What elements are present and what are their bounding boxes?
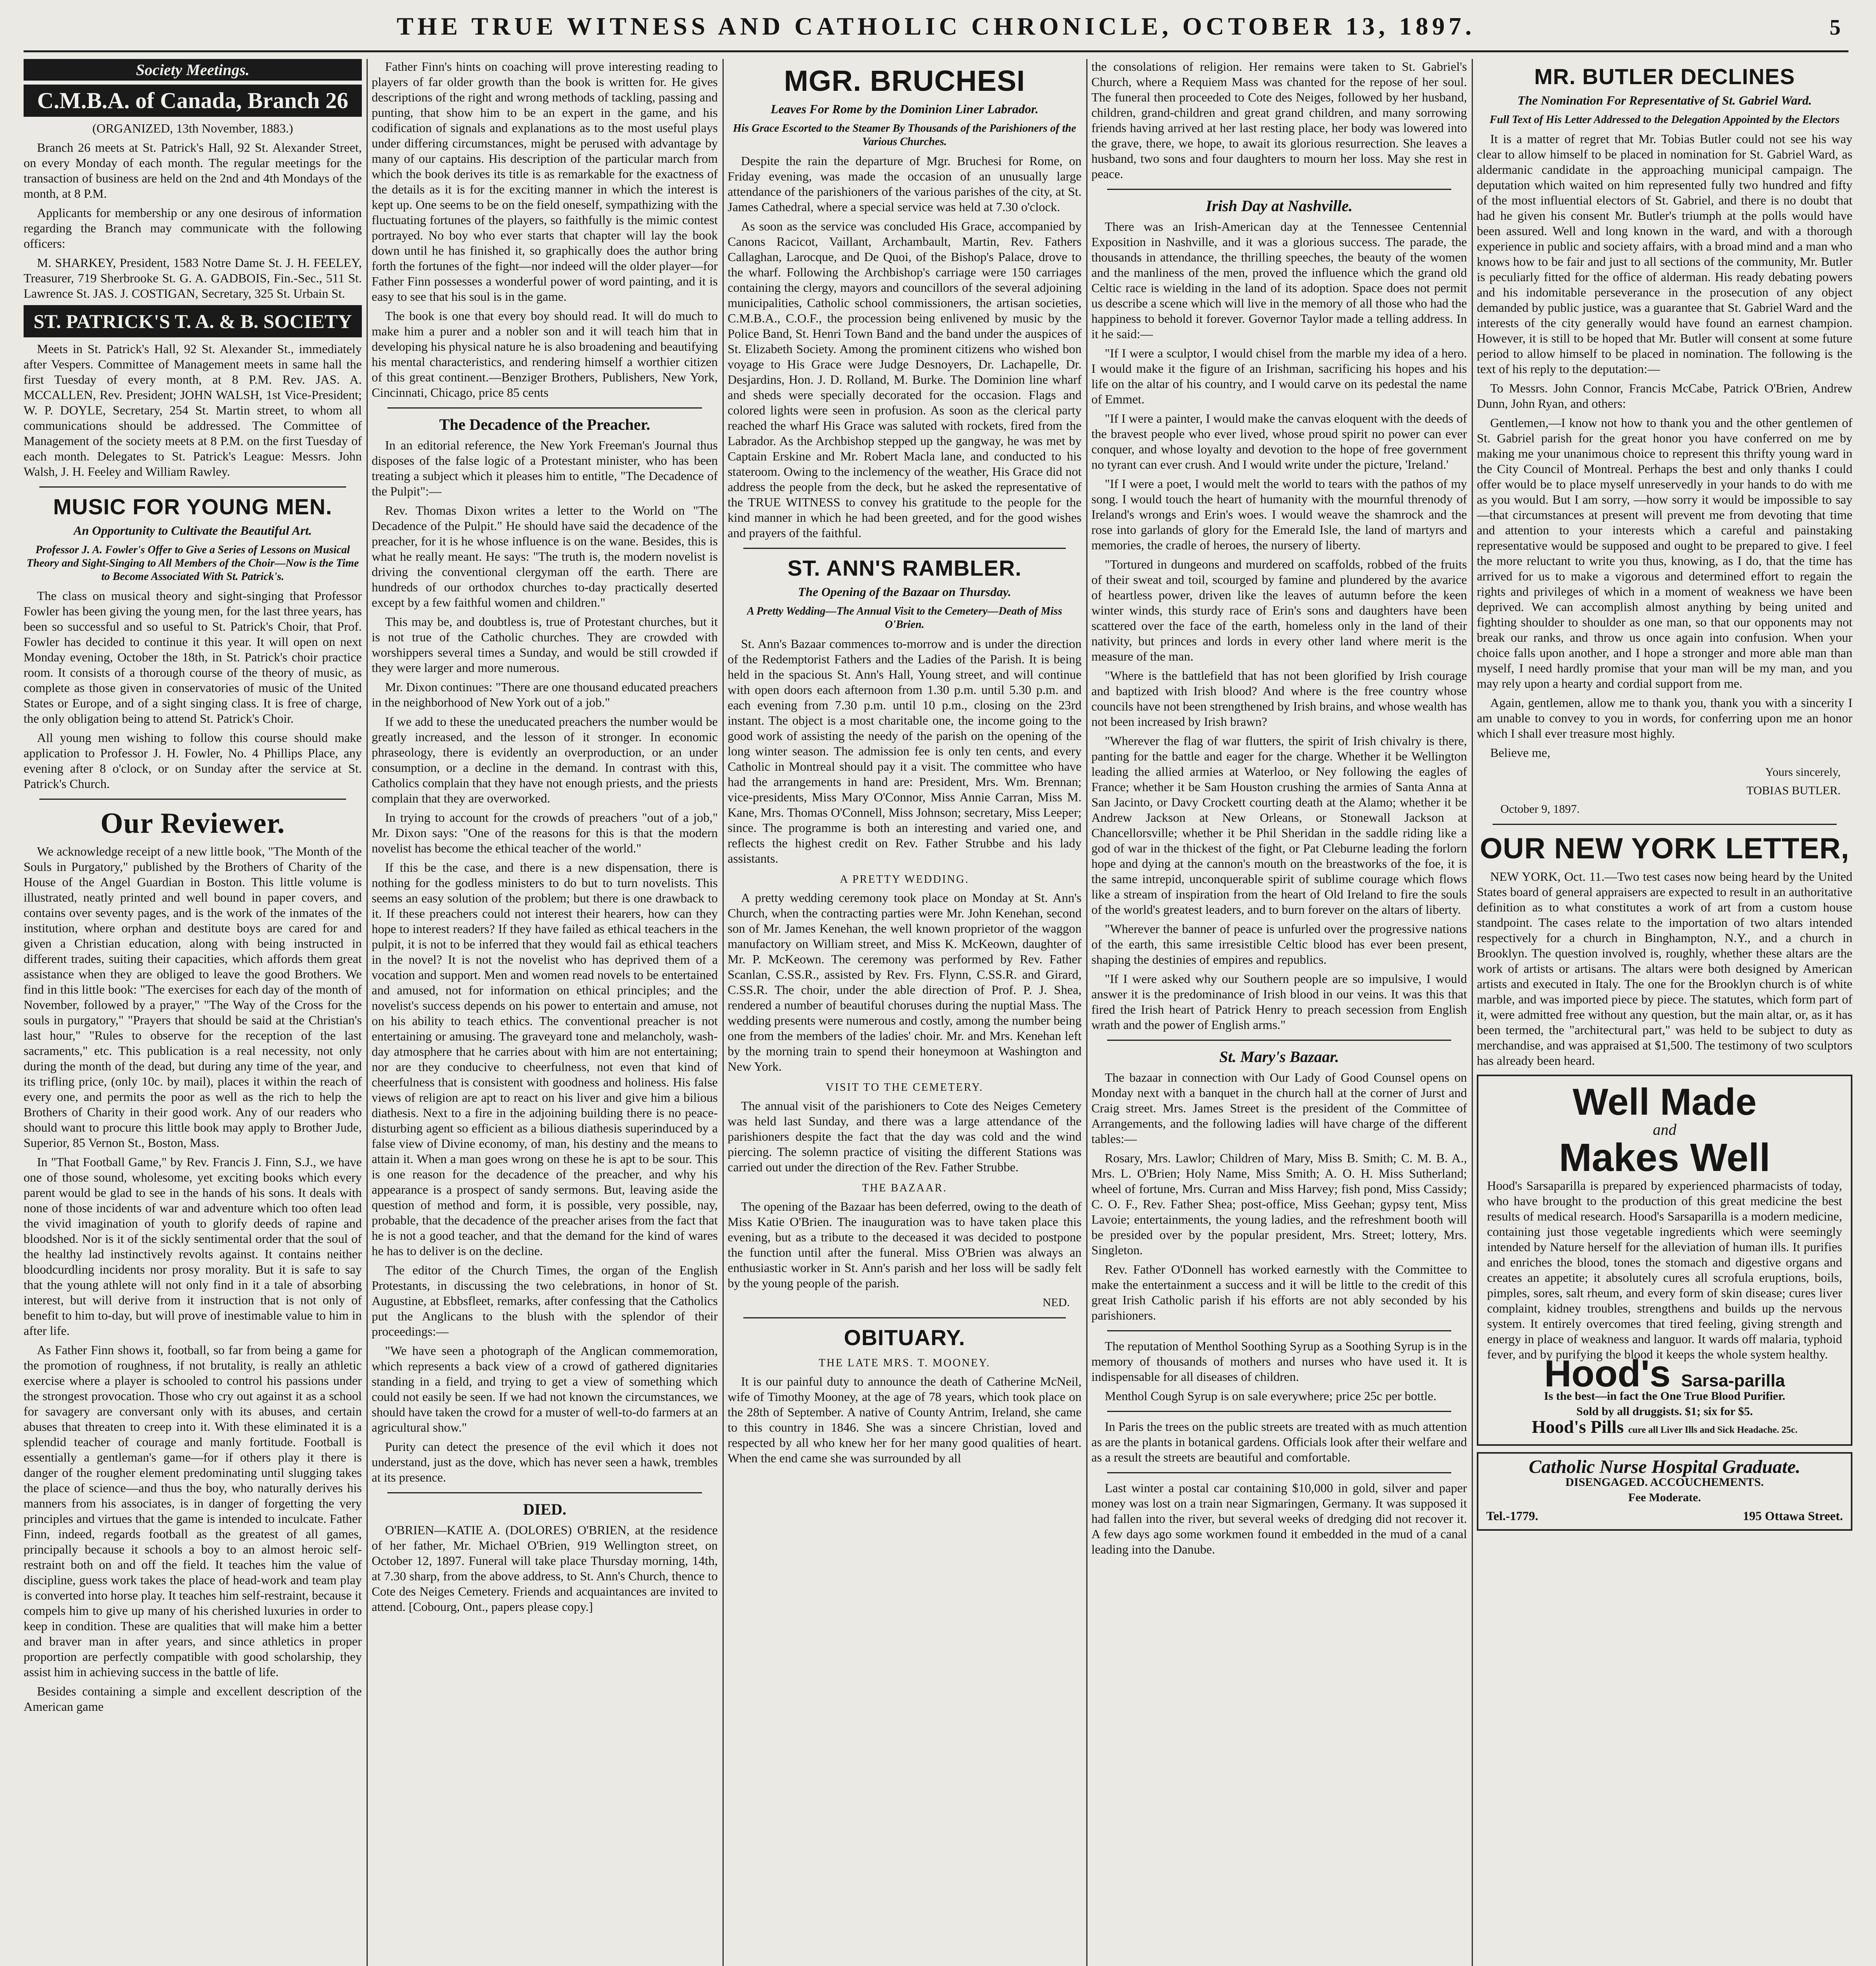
society-meetings-heading: Society Meetings. <box>136 61 250 79</box>
reviewer-paragraph: We acknowledge receipt of a new little book, "The Month of the Souls in Purgatory," published by the Brothers of Charity of the House of the Angel Guardian in Boston. This little volume is illustrated, neatly printed and well bound in paper covers, and contains over seventy pages, and is the work of the inmates of the institution, where orphan and destitute boys are cared for and given a Christian education, along with being instructed in different trades, suiting their capacities, which affords them great assistance when they are obliged to leave the good Brothers. We find in this little book: "The exercises for each day of the month of November, followed by a prayer," "The Way of the Cross for the souls in purgatory," "Prayers that should be said at the Christian's last hour," "Rules to observe for the reception of the last sacraments," etc. This publication is a real necessity, not only during the month of the dead, but during any time of the year, and its trifling price, (only 10c. by mail), places it within the reach of every one, and permits the poor as well as the rich to help the Brothers of Charity in their good work. Any of our readers who should want to procure this little book may apply to Brother Jude, Superior, 85 Vernon St., Boston, Mass. <box>24 844 362 1150</box>
st-patricks-paragraph: Meets in St. Patrick's Hall, 92 St. Alexander St., immediately after Vespers. Committee of Management meets in same hall the first Tuesday of every month, at 8 P.M. Rev. JAS. A. MCCALLEN, Rev. President; JOHN WALSH, 1st Vice-President; W. P. DOYLE, Secretary, 254 St. Martin street, to whom all communications should be addressed. The Committee of Management of the society meets at 8 P.M. on the first Tuesday of each month. Delegates to St. Patrick's League: Messrs. John Walsh, J. H. Feeley and William Rawley. <box>24 342 362 479</box>
ny-letter-headline: OUR NEW YORK LETTER, <box>1480 832 1850 865</box>
column-rule <box>1472 59 1473 1966</box>
nashville-paragraph: "If I were asked why our Southern people are so impulsive, I would answer it is the predominance of Irish blood in our veins. It was this that fired the Irish heart of Patrick Henry to preach secession from English wrath and the power of English arms." <box>1091 972 1467 1032</box>
decadence-paragraph: Mr. Dixon continues: "There are one thousand educated preachers in the neighborhood of New York out of a job." <box>372 680 718 709</box>
butler-paragraph: Again, gentlemen, allow me to thank you, thank you with a sincerity I am unable to convey to you in words, for conferring upon me an honor which I shall ever treasure most highly. <box>1477 696 1852 740</box>
divider <box>39 799 346 800</box>
cmba-heading: C.M.B.A. of Canada, Branch 26 <box>37 88 348 113</box>
obituary-headline: OBITUARY. <box>844 1325 966 1350</box>
nashville-paragraph: "If I were a painter, I would make the canvas eloquent with the deeds of the bravest people who ever lived, whose proud spirit no power can ever conquer, and whose loyalty and devotion to the hope of free government no tyrant can ever crush. And I would write under the picture, 'Ireland.' <box>1091 411 1467 471</box>
divider <box>39 486 346 488</box>
divider <box>387 407 702 409</box>
cmba-banner <box>24 85 362 117</box>
finn-paragraph: Father Finn's hints on coaching will prove interesting reading to players of far older growth than the book is written for. He gives descriptions of the right and wrong methods of tackling, passing and punting, that show him to be an expert in the game, and his codification of signals and explanations as to the most useful plays under differing circumstances, might be perused with advantage by many of our captains. His description of the particular march from which the book derives its title is as remarkable for the exactness of the details as it is for the exciting manner in which the interest is kept up. One seems to be on the field oneself, sympathizing with the fluctuating fortunes of the players, so faithfully is the mimic contest portrayed. No boy who ever starts that chapter will lay the book down until he has finished it, so graphically does the author bring forth the fortunes of the fight—nor indeed will the older player—for Father Finn possesses a wonderful power of word painting, and it is easy to see that his soul is in the game. <box>372 59 718 304</box>
decadence-paragraph: "We have seen a photograph of the Anglican commemoration, which represents a back view of a crowd of gathered dignitaries standing in a field, and trying to get a view of something which could not easily be seen. If we had not known the circumstances, we should have taken the crowd for a muster of well-to-do farmers at an agricultural show." <box>372 1344 718 1434</box>
divider <box>1107 1040 1451 1041</box>
column-rule <box>1086 59 1087 1966</box>
butler-deck: Full Text of His Letter Addressed to the Delegation Appointed by the Electors <box>1489 114 1840 126</box>
st-patricks-banner <box>24 305 362 337</box>
nashville-paragraph: There was an Irish-American day at the Tennessee Centennial Exposition in Nashville, and it was a glorious success. The parade, the thousands in attendance, the thrilling speeches, the beauty of the women and the manliness of the men, proved the influence which the grand old Celtic race is wielding in the land of its adoption. Space does not permit us describe a scene which will live in the memory of all those who had the happiness to behold it forever. Governor Taylor made a telling address. In it he said:— <box>1091 219 1467 341</box>
divider <box>1107 1472 1451 1473</box>
bruchesi-headline: MGR. BRUCHESI <box>784 64 1025 97</box>
decadence-headline: The Decadence of the Preacher. <box>439 416 651 433</box>
menthol-paragraph: Menthol Cough Syrup is on sale everywhere; price 25c per bottle. <box>1105 1389 1437 1403</box>
hoods-wordmark: Hood's <box>1544 1353 1671 1395</box>
masthead <box>24 7 1848 52</box>
st-marys-paragraph: Rev. Father O'Donnell has worked earnestly with the Committee to make the entertainment a success and it will be little to the credit of this great Irish Catholic parish if his efforts are not ably seconded by his parishioners. <box>1091 1262 1467 1322</box>
divider <box>1107 1411 1451 1412</box>
hoods-pills-label: Hood's Pills <box>1531 1417 1624 1437</box>
died-notice: O'BRIEN—KATIE A. (DOLORES) O'BRIEN, at the residence of her father, Mr. Michael O'Brien, 919 Wellington street, on October 12, 1897. Funeral will take place Thursday morning, 14th, at 7.30 sharp, from the above address, to St. Ann's Church, thence to Cote des Neiges Cemetery. Friends and acquaintances are invited to attend. [Cobourg, Ont., papers please copy.] <box>372 1523 718 1614</box>
decadence-paragraph: The editor of the Church Times, the organ of the English Protestants, in discussing the two celebrations, in honor of St. Augustine, at Ebbsfleet, remarks, after confessing that the Catholics put the Anglicans to the blush with the splendor of their proceedings:— <box>372 1263 718 1338</box>
cemetery-paragraph: The annual visit of the parishioners to Cote des Neiges Cemetery was held last Sunday, and there was a large attendance of the parishioners despite the fact that the day was cold and the wind piercing. The solemn practice of visiting the different Stations was carried out under the direction of the Rev. Father Strubbe. <box>728 1099 1082 1174</box>
hoods-pills-note: cure all Liver Ills and Sick Headache. 25c. <box>1628 1425 1798 1435</box>
st-marys-headline: St. Mary's Bazaar. <box>1219 1048 1339 1066</box>
cmba-paragraph: Applicants for membership or any one desirous of information regarding the Branch may communicate with the following officers: <box>24 206 362 250</box>
butler-date: October 9, 1897. <box>1500 803 1580 815</box>
cmba-paragraph: Branch 26 meets at St. Patrick's Hall, 92 St. Alexander Street, on every Monday of each month. The regular meetings for the transaction of business are held on the 2nd and 4th Mondays of the month, at 8 P.M. <box>24 140 362 201</box>
butler-headline: MR. BUTLER DECLINES <box>1534 64 1795 89</box>
column-5 <box>1477 59 1852 1966</box>
finn-paragraph: The book is one that every boy should read. It will do much to make him a purer and a nobler son and it will teach him that in developing his physical nature he is also broadening and beautifying his mental characteristics, and rendering himself a worthier citizen of this great continent.—Benziger Brothers, Publishers, New York, Cincinnati, Chicago, price 85 cents <box>372 309 718 399</box>
column-2 <box>372 59 718 1966</box>
divider <box>387 1492 702 1493</box>
reviewer-paragraph: In "That Football Game," by Rev. Francis J. Finn, S.J., we have one of those sound, wholesome, yet exciting books which every parent would be glad to see in the hands of his sons. It deals with none of those incidents of war and adventure which too often lead the vivid imagination of youth to glorify deeds of rapine and bloodshed. Nor is it of the sickly sentimental order that the soul of the healthy lad instinctively revolts against. It contains neither bloodcurdling incidents nor prosy morality. But it is safe to say that the young athlete will not only find in it a tale of absorbing interest, but will derive from it instruction that is not only of benefit to him to-day, but will prove of inestimable value to him in after life. <box>24 1155 362 1338</box>
hoods-advertisement <box>1477 1075 1852 1446</box>
obituary-continued: the consolations of religion. Her remains were taken to St. Gabriel's Church, where a Requiem Mass was chanted for the repose of her soul. The funeral then proceeded to Cote des Neiges, followed by her husband, children, grand-children and great grand children, and many sorrowing friends having arrived at her last resting place, her body was lowered into the grave, there, we hope, to await its glorious resurrection. She leaves a husband, two sons and four daughters to mourn her loss. May she rest in peace. <box>1091 59 1467 181</box>
bruchesi-subhead: Leaves For Rome by the Dominion Liner Labrador. <box>770 102 1039 116</box>
bazaar-subheading: THE BAZAAR. <box>862 1182 947 1194</box>
music-deck: Professor J. A. Fowler's Offer to Give a Series of Lessons on Musical Theory and Sight-Singing to All Members of the Choir—Now is the Time to Become Associated With St. Patrick's. <box>26 544 359 583</box>
butler-paragraph: It is a matter of regret that Mr. Tobias Butler could not see his way clear to allow himself to be placed in nomination for St. Gabriel Ward, as aldermanic candidate in the approaching municipal campaign. The deputation which waited on him represented fully two hundred and fifty of the most influential electors of St. Gabriel, and there is no doubt that had he given his consent Mr. Butler's triumph at the polls would have been assured. Well and long known in the ward, and with a thorough experience in public and society affairs, with a broad mind and a man who knows how to be fair and just to all sections of the community, Mr. Butler is peculiarly fitted for the office of alderman. His ready debating powers and his indomitable perseverance in the prosecution of any object demanded by public justice, was a guarantee that St. Gabriel Ward and the interests of the city generally would have found an earnest champion. However, it is still to be hoped that Mr. Butler will consent at some future period to allow himself to be placed in nomination. The following is the text of his reply to the deputation:— <box>1477 132 1852 376</box>
butler-signature: TOBIAS BUTLER. <box>1746 784 1841 797</box>
ad-body: Hood's Sarsaparilla is prepared by experienced pharmacists of today, who have brought to the production of this great medicine the best results of medical research. Hood's Sarsaparilla is a modern medicine, containing just those vegetable ingredients which were seemingly intended by Nature herself for the alleviation of human ills. It purifies and enriches the blood, tones the stomach and digestive organs and creates an appetite; it absolutely cures all scrofula eruptions, boils, pimples, sores, salt rheum, and every form of skin disease; cures liver complaint, kidney troubles, strengthens and builds up the nervous system. It entirely overcomes that tired feeling, giving strength and energy in place of weakness and languor. It wards off malaria, typhoid fever, and by purifying the blood it keeps the whole system healthy. <box>1487 1178 1842 1361</box>
nurse-advertisement <box>1477 1452 1852 1531</box>
butler-paragraph: To Messrs. John Connor, Francis McCabe, Patrick O'Brien, Andrew Dunn, John Ryan, and others: <box>1477 381 1852 411</box>
divider <box>743 1317 1066 1318</box>
cmba-officers: M. SHARKEY, President, 1583 Notre Dame St. J. H. FEELEY, Treasurer, 719 Sherbrooke St. G. A. GADBOIS, Fin.-Sec., 511 St. Lawrence St. JAS. J. COSTIGAN, Secretary, 325 St. Urbain St. <box>24 256 362 300</box>
decadence-paragraph: In an editorial reference, the New York Freeman's Journal thus disposes of the false logic of a Protestant minister, who has been treating a subject which it pleases him to entitle, "The Decadence of the Pulpit":— <box>372 438 718 498</box>
decadence-paragraph: If this be the case, and there is a new dispensation, there is nothing for the godless ministers to do but to turn novelists. This seems an easy solution of the problem; but there is one drawback to it. If these preachers could not interest their hearers, how can they hope to interest readers? If they have failed as ethical teachers in the pulpit, it is not to be inferred that they would fail as ethical teachers in the novel? It is not the novelist who has deprived them of a vocation and support. Men and women read novels to be entertained and amused, not for information on ethical principles; and the novelist's success depends on his power to entertain and amuse, not on his ability to teach ethics. The conventional preacher is not entertaining or amusing. The graveyard tone and melancholy, wash-day atmosphere that he carries about with him are not entertaining; nor are they conducive to cheerfulness, not even that kind of cheerfulness that is consistent with goodness and holiness. His false views of religion are apt to react on his liver and give him a bilious diathesis. Next to a fire in the adjoining building there is no peace-disturbing agent so efficient as a bilious diathesis superinduced by a false view of Divine economy, of man, his destiny and the means to attain it. When a man goes wrong on these he is apt to be sour. This is one reason for the decadence of the preacher, and why his appearance is a prospect of sandy sermons. But, leaving aside the question of method and form, it is possible, very possible, nay, probable, that the decadence of the preacher arises from the fact that he is not a good teacher, and that the demand for the kind of wares he has to deliver is on the decline. <box>372 860 718 1258</box>
wedding-subheading: A PRETTY WEDDING. <box>840 873 969 885</box>
ad-headline: Well Made <box>1572 1081 1757 1123</box>
column-3 <box>728 59 1082 1966</box>
divider <box>1493 824 1837 825</box>
obituary-paragraph: It is our painful duty to announce the death of Catherine McNeil, wife of Timothy Mooney, at the age of 78 years, which took place on the 28th of September. A native of County Antrim, Ireland, she came to this country in 1846. She was a sincere Christian, loved and respected by all who knew her for her many good qualities of heart. When the end came she was surrounded by all <box>728 1374 1082 1465</box>
nashville-paragraph: "Where is the battlefield that has not been glorified by Irish courage and baptized with Irish blood? And where is the free country whose councils have not been strengthened by Irish brains, and whose wealth has not been increased by Irish brawn? <box>1091 668 1467 729</box>
wedding-paragraph: A pretty wedding ceremony took place on Monday at St. Ann's Church, when the contracting parties were Mr. John Kenehan, second son of Mr. James Kenehan, the well known proprietor of the waggon manufactory on William street, and Miss K. McKeown, daughter of Mr. P. McKeown. The ceremony was performed by Rev. Father Scanlan, C.SS.R., assisted by Rev. Frs. Flynn, C.SS.R. and Girard, C.SS.R. The choir, under the able direction of Prof. P. J. Shea, rendered a number of beautiful choruses during the nuptial Mass. The wedding presents were numerous and costly, among the number being one from the members of the ladies' choir. Mr. and Mrs. Kenehan left by the morning train to spend their honeymoon at Washington and New York. <box>728 891 1082 1073</box>
column-rule <box>367 59 368 1966</box>
died-headline: DIED. <box>523 1500 567 1518</box>
decadence-paragraph: In trying to account for the crowds of preachers "out of a job," Mr. Dixon says: "One of the reasons for this is that the modern novelist has become the ethical teacher of the world." <box>372 810 718 855</box>
paris-paragraph: In Paris the trees on the public streets are treated with as much attention as are the plants in botanical gardens. Officials look after their welfare and as a result the streets are beautiful and comfortable. <box>1091 1419 1467 1464</box>
reviewer-headline: Our Reviewer. <box>100 807 285 839</box>
nurse-telephone: Tel.-1779. <box>1486 1509 1539 1523</box>
butler-paragraph: Believe me, <box>1490 746 1550 760</box>
nurse-title: Catholic Nurse Hospital Graduate. <box>1529 1456 1800 1477</box>
music-subhead: An Opportunity to Cultivate the Beautiful Art. <box>73 523 312 538</box>
divider <box>743 548 1066 549</box>
obituary-subheading: THE LATE MRS. T. MOONEY. <box>818 1357 991 1369</box>
bruchesi-paragraph: As soon as the service was concluded His Grace, accompanied by Canons Racicot, Vaillant, Archambault, Martin, Rev. Fathers Callaghan, Larocque, and De Quoi, of the Bishop's Palace, drove to the wharf. Following the Archbishop's carriage were 150 carriages containing the clergy, mayors and councillors of the several adjoining municipalities, Catholic school commissioners, the artisan societies, C.M.B.A., C.O.F., the procession being enlivened by music by the Police Band, St. Henri Town Band and the band under the auspices of St. Elizabeth Society. Among the prominent citizens who wished bon voyage to His Grace were Judge Desnoyers, Dr. Lachapelle, Dr. Desjardins, Hon. J. D. Rolland, M. Burke. The Dominion line wharf and sheds were specially decorated for the occasion. Flags and colored lights were seen in profusion. As soon as the clerical party reached the wharf His Grace was saluted with rockets, fired from the Labrador. As the Archbishop stepped up the gangway, he was met by Captain Erskine and Mr. Robert Macla lane, and conducted to his stateroom. Owing to the inclemency of the weather, His Grace did not address the people from the deck, but he asked the representative of the TRUE WITNESS to convey his gratitude to the people for the kind manner in which he had been greeted, and for the good wishes and prayers of the faithful. <box>728 219 1082 540</box>
nashville-paragraph: "Wherever the flag of war flutters, the spirit of Irish chivalry is there, panting for the battle and eager for the charge. Whether it be Wellington leading the allied armies at Waterloo, or Ney following the eagles of France; whether it be Sam Houston crushing the armies of Santa Anna at San Jacinto, or Davy Crockett courting death at the Alamo; whether it be Andrew Jackson at New Orleans, or Stonewall Jackson at Chancellorsville; whether it be Phil Sheridan in the saddle riding like a god of war in the thickest of the fight, or Pat Cleburne leading the forlorn hope and dying at the cannon's mouth on the breastworks of the foe, it is the same intrepid, unconquerable spirit of sublime courage which flows like a stream of inspiration from the heart of Old Ireland to fire the souls of the world's greatest leaders, and to burn forever on the altars of liberty. <box>1091 734 1467 917</box>
music-paragraph: The class on musical theory and sight-singing that Professor Fowler has been giving the young men, for the last three years, has been so successful and so useful to St. Patrick's Choir, that Prof. Fowler has decided to continue it this year. It will open on next Monday evening, October the 18th, in St. Patrick's choir practice room. It consists of a thorough course of the theory of music, as complete as those given in conservatories of music of the United States or Europe, and of a sight singing class. It is free of charge, the only obligation being to attend St. Patrick's Choir. <box>24 589 362 725</box>
decadence-paragraph: Purity can detect the presence of the evil which it does not understand, just as the dove, which has never seen a hawk, trembles at its presence. <box>372 1440 718 1484</box>
decadence-paragraph: If we add to these the uneducated preachers the number would be greatly increased, and the lesson of it stronger. In economic phraseology, there is evidently an overproduction, or an under consumption, or a decline in the demand. In contrast with this, Catholics complain that they have not enough priests, and the priests complain that they are overworked. <box>372 714 718 805</box>
column-4 <box>1091 59 1467 1966</box>
hoods-pills <box>1487 1419 1842 1438</box>
ad-headline-2: Makes Well <box>1559 1136 1771 1180</box>
nashville-paragraph: "If I were a sculptor, I would chisel from the marble my idea of a hero. I would make it the figure of an Irishman, sacrificing his hopes and his life on the altar of his country, and I would carve on its pedestal the name of Emmet. <box>1091 346 1467 406</box>
st-anns-headline: ST. ANN'S RAMBLER. <box>787 556 1022 580</box>
nurse-fee: Fee Moderate. <box>1628 1491 1701 1504</box>
masthead-title: THE TRUE WITNESS AND CATHOLIC CHRONICLE, OCTOBER 13, 1897. <box>396 12 1476 40</box>
ad-caption: Is the best—in fact the One True Blood Purifier. <box>1544 1390 1786 1403</box>
st-anns-deck: A Pretty Wedding—The Annual Visit to the Cemetery—Death of Miss O'Brien. <box>747 605 1062 631</box>
st-anns-paragraph: St. Ann's Bazaar commences to-morrow and is under the direction of the Redemptorist Fathers and the Ladies of the Parish. It is being held in the spacious St. Ann's Hall, Young street, and will continue with open doors each afternoon from 1.30 p.m. until 5.30 p.m. and each evening from 7.30 p.m. until 10 p.m., closing on the 23rd instant. The object is a most charitable one, the income going to the good work of assisting the needy of the parish on the opening of the long winter season. The admission fee is only ten cents, and every Catholic in Montreal should pay it a visit. The committee who have had the arrangements in hand are: President, Mrs. Wm. Brennan; vice-presidents, Miss Mary O'Connor, Miss Annie Carran, Miss M. Kane, Mrs. Thomas O'Connell, Miss Johnson; secretary, Miss Leeper; since. The programme is both an interesting and varied one, and reflects the highest credit on Rev. Father Strubbe and his lady assistants. <box>728 637 1082 865</box>
postal-paragraph: Last winter a postal car containing $10,000 in gold, silver and paper money was lost on a train near Sigmaringen, Germany. It was supposed it had fallen into the river, but several weeks of dredging did not recover it. A few days ago some workmen found it embedded in the mud of a canal leading into the Danube. <box>1091 1481 1467 1556</box>
hoods-sarsaparilla: Sarsa-parilla <box>1681 1371 1785 1390</box>
signature: NED. <box>1042 1296 1070 1309</box>
bazaar-paragraph: The opening of the Bazaar has been deferred, owing to the death of Miss Katie O'Brien. The inauguration was to have taken place this evening, but as a tribute to the deceased it was decided to postpone the function until after the funeral. Miss O'Brien was always an enthusiastic worker in St. Ann's parish and her loss will be sadly felt by the young people of the parish. <box>728 1199 1082 1290</box>
music-paragraph: All young men wishing to follow this course should make application to Professor J. H. Fowler, No. 4 Phillips Place, any evening after 8 o'clock, or on Sunday after the service at St. Patrick's Church. <box>24 731 362 791</box>
nashville-paragraph: "If I were a poet, I would melt the world to tears with the pathos of my song. I would touch the heart of humanity with the mournful threnody of Ireland's wrongs and Erin's woes. I would weave the shamrock and the rose into garlands of glory for the Emerald Isle, the land of martyrs and memories, the cradle of heroes, the nursery of liberty. <box>1091 477 1467 552</box>
butler-subhead: The Nomination For Representative of St. Gabriel Ward. <box>1517 93 1812 107</box>
column-1 <box>24 59 362 1966</box>
page-number: 5 <box>1830 15 1841 40</box>
society-meetings-banner <box>24 59 362 81</box>
nurse-services: DISENGAGED. ACCOUCHEMENTS. <box>1565 1476 1764 1489</box>
butler-paragraph: Gentlemen,—I know not how to thank you and the other gentlemen of St. Gabriel parish for the great honor you have conferred on me by making me your unanimous choice to represent this thrifty young ward in the City Council of Montreal. Perhaps the best and only thanks I could offer would be to place myself unreservedly in your hands to do with me as you would. But I am sorry, —how sorry it would be impossible to say—that circumstances at present will prevent me from devoting that time and attention to your interests which a careful and painstaking representative would be supposed and ought to be prepared to give. I feel the more reluctant to write you thus, knowing, as I do, that the time has arrived for us to make a vigorous and determined effort to regain the rights and privileges of which in a moment of weakness we have been deprived. We can accomplish almost anything by being united and fighting shoulder to shoulder as one man, so that our opponents may not break our ranks, and throw us once again into confusion. When your choice falls upon another, and I hope a stronger and more able man than myself, I need hardly promise that your man will be my man, and you may rely upon a hearty and cordial support from me. <box>1477 416 1852 690</box>
ad-caption: Sold by all druggists. $1; six for $5. <box>1576 1405 1753 1418</box>
music-headline: MUSIC FOR YOUNG MEN. <box>53 494 332 519</box>
nashville-paragraph: "Tortured in dungeons and murdered on scaffolds, robbed of the fruits of their sweat and toil, scourged by famine and plundered by the avarice of heartless power, driven like the leaves of autumn before the keen winter winds, this sturdy race of Erin's sons and daughters have been scattered over the face of the earth, homeless only in the land of their nativity, but princes and lords in every other land where merit is the measure of the man. <box>1091 557 1467 663</box>
decadence-paragraph: Rev. Thomas Dixon writes a letter to the World on "The Decadence of the Pulpit." He should have said the decadence of the preacher, for it is he whose influence is on the wane. Besides, this is what he really meant. He says: "The truth is, the modern novelist is driving the conventional clergyman off the earth. There are hundreds of our orthodox churches to-day practically deserted except by a few faithful women and children." <box>372 503 718 609</box>
divider <box>1107 1330 1451 1331</box>
st-marys-paragraph: The bazaar in connection with Our Lady of Good Counsel opens on Monday next with a banquet in the church hall at the corner of Jurst and Craig street. Mrs. James Street is the president of the Committee of Arrangements, and the following ladies will have charge of the different tables:— <box>1091 1070 1467 1146</box>
reviewer-paragraph: Besides containing a simple and excellent description of the American game <box>24 1684 362 1714</box>
st-patricks-heading: ST. PATRICK'S T. A. & B. SOCIETY <box>33 310 352 332</box>
decadence-paragraph: This may be, and doubtless is, true of Protestant churches, but it is not true of the Catholic churches. They are crowded with worshippers several times a Sunday, and would be still crowded if they were larger and more numerous. <box>372 615 718 675</box>
hoods-logo <box>1487 1353 1842 1395</box>
ad-headline-and: and <box>1653 1121 1677 1138</box>
butler-closing: Yours sincerely, <box>1765 766 1841 779</box>
ny-letter-paragraph: NEW YORK, Oct. 11.—Two test cases now being heard by the United States board of general appraisers are expected to result in an authoritative definition as to what constitutes a work of art from a custom house standpoint. The cases relate to the importation of two altars intended respectively for a church in Binghampton, N.Y., and a church in Brooklyn. The question involved is, roughly, whether these altars are the work of artists or artisans. The altars were both designed by American artists and executed in Italy. The one for the Brooklyn church is of white marble, and was imported piece by piece. The statutes, which form part of it, were admitted free without any question, but the main altar, or, as it has been termed, the "architectural part," was held to be subject to duty as merchandise, and was appraised at $1,500. The testimony of two sculptors has already been heard. <box>1477 869 1852 1068</box>
nashville-headline: Irish Day at Nashville. <box>1205 197 1353 215</box>
st-anns-subhead: The Opening of the Bazaar on Thursday. <box>798 585 1011 599</box>
bruchesi-deck: His Grace Escorted to the Steamer By Thousands of the Parishioners of the Various Churches. <box>733 122 1076 148</box>
divider <box>1107 189 1451 190</box>
menthol-paragraph: The reputation of Menthol Soothing Syrup as a Soothing Syrup is in the memory of thousands of mothers and nurses who have used it. It is indispensable for all diseases of children. <box>1091 1339 1467 1384</box>
bruchesi-paragraph: Despite the rain the departure of Mgr. Bruchesi for Rome, on Friday evening, was made the occasion of an unusually large attendance of the parishioners of the various parishes of the city, at St. James Cathedral, where a special service was held at 7.30 o'clock. <box>728 154 1082 214</box>
cemetery-subheading: VISIT TO THE CEMETERY. <box>826 1081 984 1093</box>
st-marys-paragraph: Rosary, Mrs. Lawlor; Children of Mary, Miss B. Smith; C. M. B. A., Mrs. L. O'Brien; Holy Name, Miss Smith; A. O. H. Miss Sutherland; wheel of fortune, Mrs. Curran and Miss Harvey; fish pond, Miss Cassidy; C. O. F., Rev. Father Shea; post-office, Miss Geehan; gypsy tent, Miss Lavoie; entertainments, the young ladies, and the refreshment booth will be presided over by the popular president, Mrs. Street; lottery, Mrs. Singleton. <box>1091 1151 1467 1257</box>
column-rule <box>722 59 724 1966</box>
cmba-organized: (ORGANIZED, 13th November, 1883.) <box>92 121 293 135</box>
nurse-address: 195 Ottawa Street. <box>1743 1509 1843 1523</box>
reviewer-paragraph: As Father Finn shows it, football, so far from being a game for the promotion of roughness, if not brutality, is really an athletic exercise where a player is schooled to control his passions under the strongest provocation. Those who cry out against it as a school for savagery are conversant only with its abuses, and certain abuses that threaten to creep into it. With these eliminated it is a splendid teacher of courage and manly fortitude. Football is essentially a gentleman's game—for if others play it there is danger of the rougher element predominating until slugging takes the place of science—and thus the boy, who naturally derives his manners from his associates, is in danger of forgetting the very principles and virtues that the game is intended to inculcate. Father Finn, indeed, regards football as the greatest of all games, principally because it schools a boy to an almost heroic self-restraint both on and off the field. It teaches him the value of discipline, guess work takes the place of head-work and team play is converted into horse play. It teaches him self-restraint, because it compels him to give up many of his cherished luxuries in order to keep in condition. These are qualities that will make him a better and braver man in after years, and since athletics in proper proportion are perfectly compatible with good scholarship, they assist him in achieving success in the battle of life. <box>24 1343 362 1679</box>
nashville-paragraph: "Wherever the banner of peace is unfurled over the progressive nations of the earth, this same irresistible Celtic blood has ever been present, shaping the destinies of empires and republics. <box>1091 922 1467 966</box>
